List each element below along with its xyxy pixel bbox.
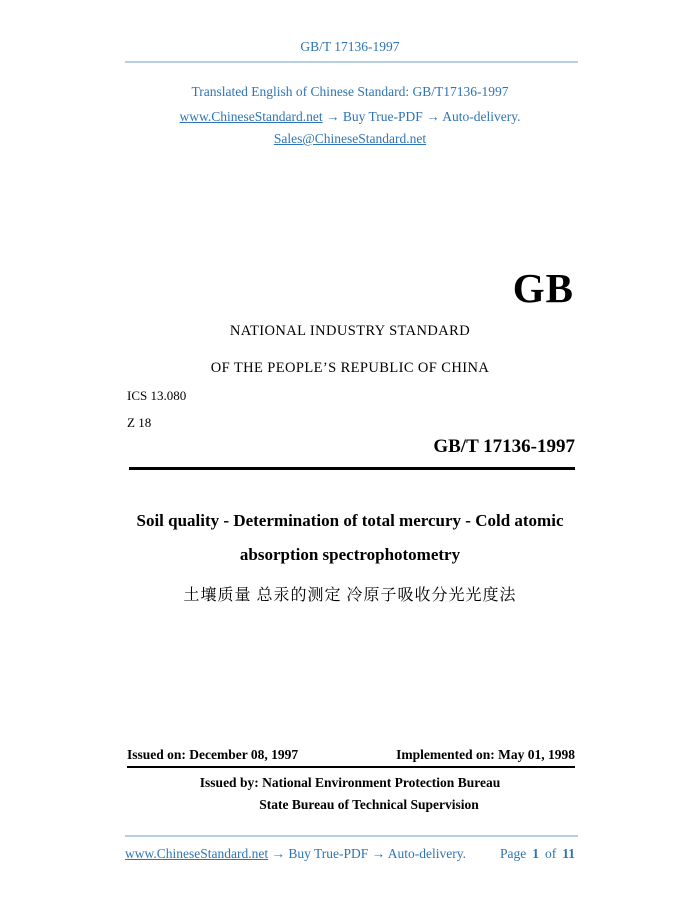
header-link-suffix: → Buy True-PDF → Auto-delivery. — [322, 109, 521, 124]
header-doc-code: GB/T 17136-1997 — [300, 39, 400, 54]
footer-divider-line — [125, 835, 578, 837]
header-translated-line: Translated English of Chinese Standard: GB/T17136-1997 — [191, 84, 509, 99]
ics-code: ICS 13.080 — [127, 388, 187, 403]
issued-by-line1: Issued by: National Environment Protection Bureau — [199, 775, 501, 790]
issue-divider-line — [127, 766, 575, 768]
header-email-link[interactable]: Sales@ChineseStandard.net — [273, 131, 427, 146]
standard-number: GB/T 17136-1997 — [433, 436, 575, 457]
standard-type-line2: OF THE PEOPLE’S REPUBLIC OF CHINA — [210, 360, 490, 376]
header-website-link[interactable]: www.ChineseStandard.net — [179, 109, 323, 124]
standard-type-line1: NATIONAL INDUSTRY STANDARD — [229, 323, 471, 339]
footer-link-line — [125, 846, 466, 862]
page-indicator — [500, 846, 575, 862]
footer-website-link[interactable]: www.ChineseStandard.net — [125, 846, 269, 861]
gb-logo: GB — [512, 265, 574, 311]
footer-row — [125, 846, 575, 862]
title-chinese: 土壤质量 总汞的测定 冷原子吸收分光光度法 — [183, 587, 517, 604]
issue-dates-row — [127, 747, 575, 763]
issued-by-line2: State Bureau of Technical Supervision — [259, 797, 479, 812]
standard-number-divider-line — [129, 467, 575, 470]
class-code: Z 18 — [127, 415, 152, 430]
of-label: of — [544, 846, 557, 861]
header-divider-line — [125, 61, 578, 63]
page-label: Page — [499, 846, 527, 861]
total-pages: 11 — [562, 846, 575, 861]
title-english: Soil quality - Determination of total mercury - Cold atomic absorption spectrophotometry — [136, 511, 564, 564]
header-link-line — [0, 109, 700, 125]
footer-link-suffix: → Buy True-PDF → Auto-delivery. — [268, 846, 466, 861]
header-email-line — [0, 131, 700, 147]
implemented-on-date: Implemented on: May 01, 1998 — [396, 747, 575, 762]
page-number: 1 — [532, 846, 539, 861]
issued-on-date: Issued on: December 08, 1997 — [127, 747, 299, 762]
